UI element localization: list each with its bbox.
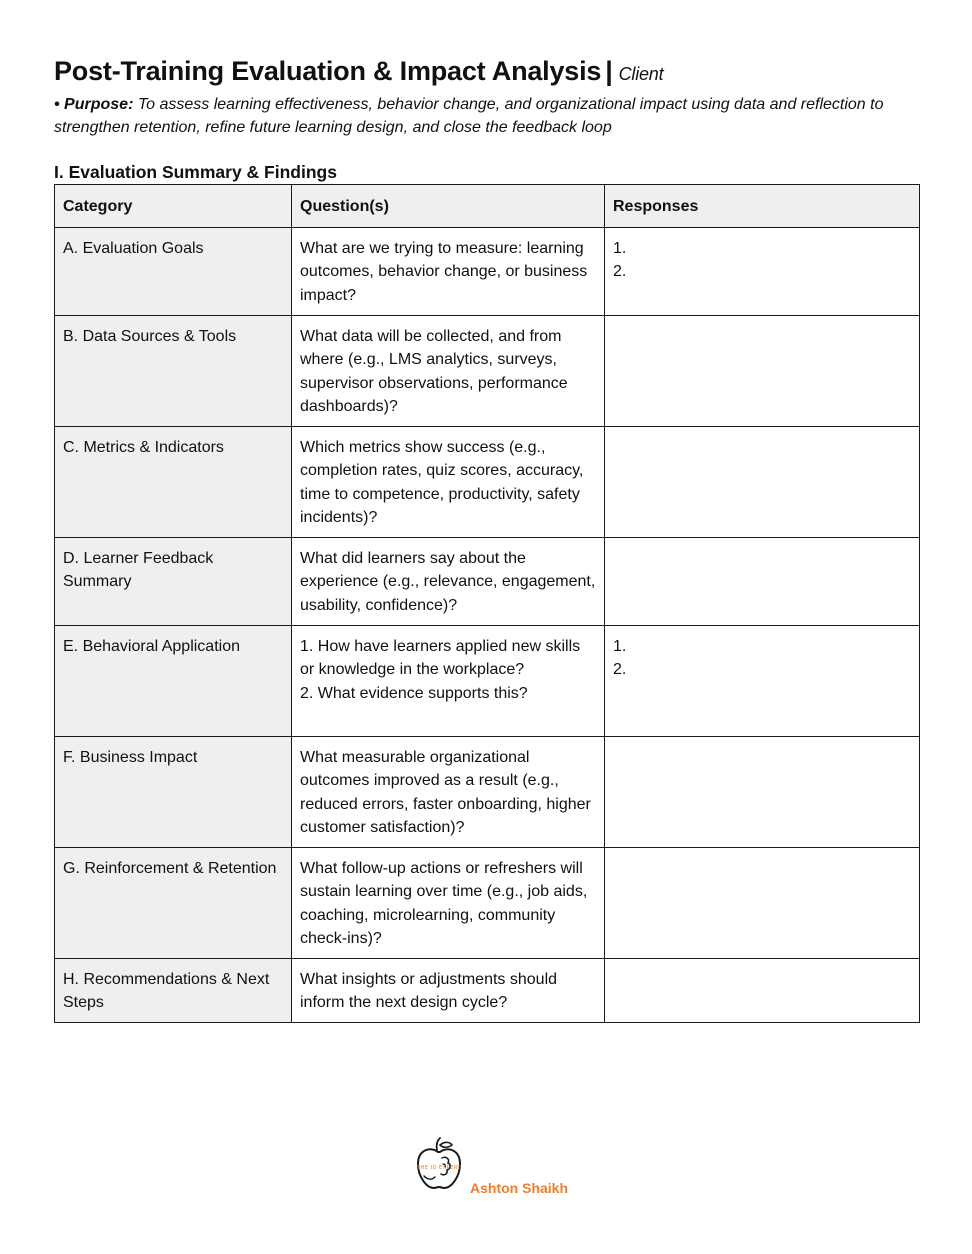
category-cell: C. Metrics & Indicators: [55, 427, 292, 538]
response-cell[interactable]: [605, 316, 920, 427]
category-cell: B. Data Sources & Tools: [55, 316, 292, 427]
title-text: Post-Training Evaluation & Impact Analysis: [54, 56, 602, 86]
purpose-statement: [54, 93, 904, 139]
response-cell[interactable]: [605, 848, 920, 959]
category-cell: A. Evaluation Goals: [55, 228, 292, 316]
table-row: [55, 427, 920, 538]
category-cell: F. Business Impact: [55, 737, 292, 848]
author-name: Ashton Shaikh: [470, 1180, 569, 1196]
response-cell[interactable]: [605, 228, 920, 316]
logo-wordmark: THE ID EXPERT: [416, 1165, 462, 1171]
category-cell: H. Recommendations & Next Steps: [55, 959, 292, 1023]
evaluation-table: [54, 184, 920, 1023]
audience-label: Client: [618, 64, 664, 84]
table-row: [55, 538, 920, 626]
table-row: [55, 848, 920, 959]
question-line: 2. What evidence supports this?: [300, 684, 528, 702]
table-row: [55, 959, 920, 1023]
category-cell: G. Reinforcement & Retention: [55, 848, 292, 959]
response-cell[interactable]: [605, 737, 920, 848]
category-cell: E. Behavioral Application: [55, 626, 292, 737]
category-cell: D. Learner Feedback Summary: [55, 538, 292, 626]
apple-logo-icon: [410, 1136, 468, 1194]
table-row: [55, 228, 920, 316]
table-row: [55, 737, 920, 848]
response-item: 1.: [613, 638, 627, 655]
question-cell: [292, 626, 605, 737]
purpose-label: • Purpose:: [54, 96, 134, 113]
response-cell[interactable]: [605, 427, 920, 538]
column-header-responses: Responses: [605, 185, 920, 228]
table-row: [55, 316, 920, 427]
footer-brand: [410, 1136, 580, 1198]
table-row: [55, 626, 920, 737]
section-heading: I. Evaluation Summary & Findings: [54, 162, 337, 182]
question-cell: What follow-up actions or refreshers will sustain learning over time (e.g., job aids, coaching, microlearning, community check-ins)?: [292, 848, 605, 959]
response-cell[interactable]: [605, 959, 920, 1023]
response-item: 2.: [613, 661, 627, 679]
purpose-text: To assess learning effectiveness, behavior change, and organizational impact using data and reflection to strengthen retention, refine future learning design, and close the feedback loop: [54, 96, 884, 136]
question-cell: What data will be collected, and from where (e.g., LMS analytics, surveys, supervisor observations, performance dashboards)?: [292, 316, 605, 427]
question-cell: What insights or adjustments should inform the next design cycle?: [292, 959, 605, 1023]
question-cell: What measurable organizational outcomes improved as a result (e.g., reduced errors, faster onboarding, higher customer satisfaction)?: [292, 737, 605, 848]
column-header-questions: Question(s): [292, 185, 605, 228]
response-item: 2.: [613, 263, 627, 281]
question-cell: Which metrics show success (e.g., completion rates, quiz scores, accuracy, time to competence, productivity, safety incidents)?: [292, 427, 605, 538]
title-separator: |: [605, 56, 613, 86]
question-cell: What did learners say about the experience (e.g., relevance, engagement, usability, confidence)?: [292, 538, 605, 626]
page-title: [54, 56, 663, 87]
response-cell[interactable]: [605, 538, 920, 626]
column-header-category: Category: [55, 185, 292, 228]
response-item: 1.: [613, 240, 627, 257]
question-cell: What are we trying to measure: learning outcomes, behavior change, or business impact?: [292, 228, 605, 316]
response-cell[interactable]: [605, 626, 920, 737]
table-header-row: [55, 185, 920, 228]
question-line: 1. How have learners applied new skills or knowledge in the workplace?: [300, 638, 581, 679]
